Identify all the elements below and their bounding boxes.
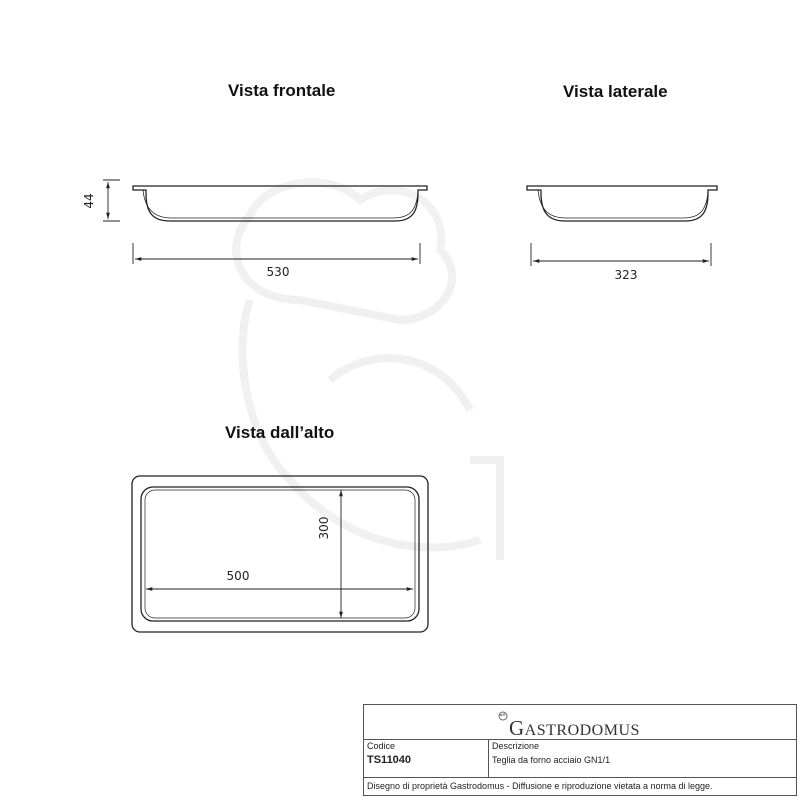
- code-value: TS11040: [367, 754, 412, 766]
- chef-hat-icon: [497, 711, 509, 723]
- code-label: Codice: [367, 741, 396, 751]
- front-height-value: 44: [82, 193, 96, 209]
- title-block-divider-bottom: [364, 777, 796, 778]
- brand-name: [509, 716, 640, 741]
- side-view-outline: [527, 186, 717, 221]
- title-block-column-divider: [488, 739, 489, 777]
- top-view-title: Vista dall’alto: [225, 423, 335, 442]
- description-label: Descrizione: [492, 741, 540, 751]
- top-view-outline: [132, 476, 428, 632]
- side-view-title: Vista laterale: [563, 82, 668, 101]
- title-block-divider-top: [364, 739, 796, 740]
- brand-rest: ASTRODOMUS: [524, 722, 640, 739]
- title-block: [363, 704, 797, 796]
- description-value: Teglia da forno acciaio GN1/1: [492, 755, 611, 765]
- side-width-dimension: [531, 243, 711, 266]
- front-height-dimension: [103, 180, 120, 221]
- front-view-title: Vista frontale: [228, 81, 336, 100]
- side-width-value: 323: [614, 268, 638, 282]
- front-width-dimension: [133, 243, 420, 264]
- front-width-value: 530: [266, 265, 290, 279]
- top-length-value: 500: [226, 569, 250, 583]
- ownership-notice: Disegno di proprietà Gastrodomus - Diffusione e riproduzione vietata a norma di legge.: [367, 781, 713, 791]
- watermark-logo: [236, 182, 500, 560]
- top-width-value: 300: [317, 516, 331, 540]
- brand-initial: G: [509, 716, 525, 740]
- brand-header: [364, 705, 796, 739]
